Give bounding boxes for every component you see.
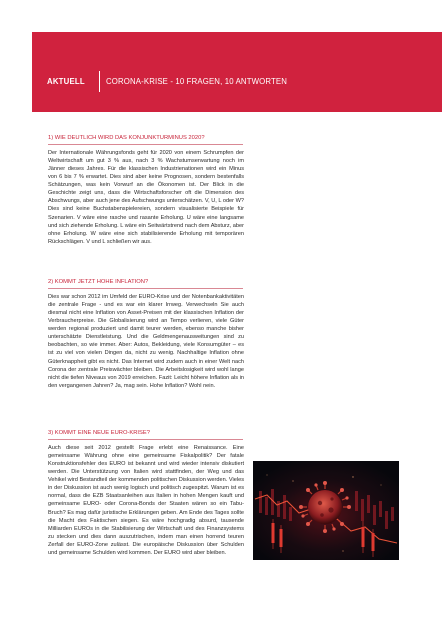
section-body: Auch diese seit 2012 gestellt Frage erlebt eine Renaissance. Eine gemeinsame Währung ohne eine gemeinsame Fiskalpolitik? Der fatale Konstruktionsfehler des EURO ist bekannt und wird wieder intensiv diskutiert werden. Die Unterstützung von Italien wird stattfinden, der Weg und das Vehikel wird Bestandteil der kommenden politischen Diskussion werden. Vieles in der Diskussion ist auch wenig logisch und politisch zugespitzt. Warum ist es normal, dass die EZB Staatsanleihen aus Italien in hohen Mengen kauft und gemeinsame EURO- oder Corona-Bonds der Staaten wären so ein Tabu-Bruch? Es mag dafür juristische Erklärungen geben. Am Ende des Tages sollte die Macht des Faktischen siegen. Es wäre hochgradig absurd, tausende Milliarden EUROs in die Stabilisierung der Wirtschaft und des Finanzsystems zu stecken und dies dann auszutrischen, indem man einen horrend teuren Zerfall der EURO-Zone zulässt. Die europäische Diskussion über Schulden und gemeinsame Schulden wird kommen. Der EURO wird aber bleiben. <box>48 444 244 557</box>
section-1 <box>48 135 244 246</box>
section-divider <box>48 288 243 289</box>
section-2 <box>48 279 244 390</box>
section-heading: 2) KOMMT JETZT HOHE INFLATION? <box>48 279 149 285</box>
section-divider <box>48 144 243 145</box>
section-heading: 1) WIE DEUTLICH WIRD DAS KONJUNKTURMINUS 2020? <box>48 135 205 141</box>
section-heading: 3) KOMMT EINE NEUE EURO-KRISE? <box>48 430 151 436</box>
coronavirus-stock-chart-image <box>253 461 399 560</box>
section-divider <box>48 439 243 440</box>
header-tag: AKTUELL <box>47 77 85 86</box>
header-title: CORONA-KRISE - 10 FRAGEN, 10 ANTWORTEN <box>106 77 288 86</box>
section-3 <box>48 430 244 557</box>
section-body: Dies war schon 2012 im Umfeld der EURO-Krise und der Notenbankaktivitäten die zentrale Frage - und es war ein klarer Irrweg. Verwechseln Sie auch diesmal nicht eine Inflation von Asset-Preisen mit der klassischen Inflation der Verbraucherpreise. Die Globalisierung wird an Tempo verlieren, viele Güter werden regional produziert und damit teurer werden, ebenso manche bisher unterschätzte Dienstleistung. Und die Geldmengenausweitungen sind zu beobachten, so wie immer. Aber: Autos, Bekleidung, viele Konsumgüter – es ist zu viel von vielen Dingen da, nicht zu wenig. Nachhaltige Inflation ohne Güterknappheit gibt es nicht. Das Internet wird zudem auch in einer Welt nach Corona der zentrale Preiswächter bleiben. Die Arbeitslosigkeit wird wohl lange nicht die tiefen Niveaus von 2019 erreichen. Fazit: Leicht höhere Inflation als in den vergangenen Jahren? Ja, mag sein. Hohe Inflation? Wohl nein. <box>48 293 244 389</box>
header-banner <box>32 32 442 112</box>
header-divider <box>99 71 100 92</box>
section-body: Der Internationale Währungsfonds geht für 2020 von einem Schrumpfen der Weltwirtschaft um gut 3 % aus, nach 3 % Wachstumserwartung noch im Jänner dieses Jahres. Für die klassischen Industrienationen wird ein Minus von 6 bis 7 % erwartet. Dies sind aber keine Prognosen, sondern bestenfalls Schätzungen, was kein Vorwurf an die Ökonomen ist. Der Blick in die Geschichte zeigt uns, dass die Wirtschaftsforscher oft die Dimension des Abschwungs, aber auch jene des Aufschwungs unterschätzen. V, U, L oder W? Dies sind keine Buchstabenspielereien, sondern visualisierte Beispiele für Szenarien. V wäre eine rasche und rasante Erholung. U wäre eine langsame und sich ziehende Erholung. L wäre ein Seitwärtstrend nach dem Absturz, aber ohne Erholung. W wäre eine sich stabilisierende Erholung mit temporären Rückschlägen. V und L schließen wir aus. <box>48 149 244 245</box>
